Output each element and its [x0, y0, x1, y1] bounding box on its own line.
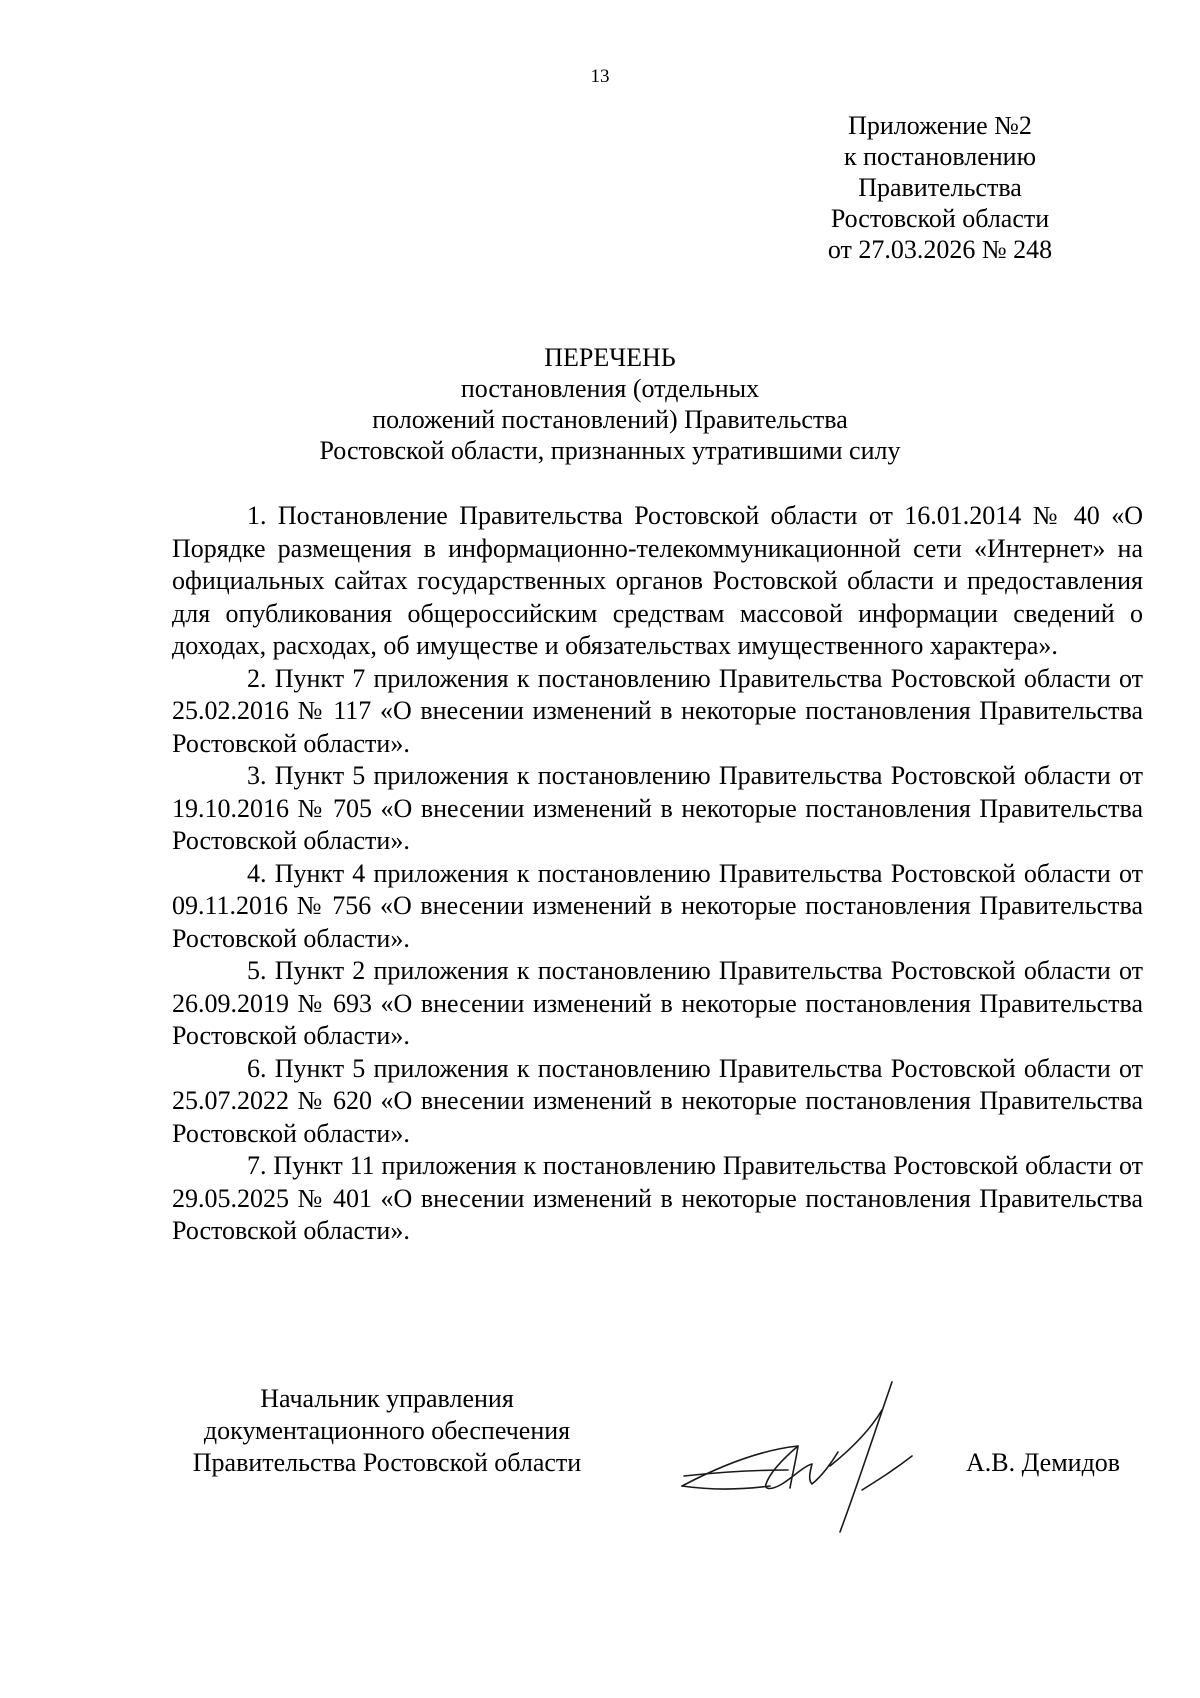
- annex-line: к постановлению: [843, 142, 1037, 171]
- document-heading: [180, 342, 1040, 466]
- annex-line: от 27.03.2026 № 248: [827, 235, 1053, 264]
- heading-subtitle-line: положений постановлений) Правительства: [372, 405, 848, 434]
- annex-line: Правительства: [858, 173, 1022, 202]
- signer-position: [172, 1383, 602, 1479]
- heading-subtitle-line: постановления (отдельных: [460, 374, 760, 403]
- list-item: 3. Пункт 5 приложения к постановлению Правительства Ростовской области от 19.10.2016 № 705 «О внесении изменений в некоторые постановления Правительства Ростовской области».: [172, 761, 1143, 855]
- signer-name: А.В. Демидов: [966, 1448, 1121, 1477]
- annex-line: Ростовской области: [830, 204, 1050, 233]
- list-item: 4. Пункт 4 приложения к постановлению Правительства Ростовской области от 09.11.2016 № 756 «О внесении изменений в некоторые постановления Правительства Ростовской области».: [172, 858, 1143, 953]
- list-item: 1. Постановление Правительства Ростовской области от 16.01.2014 № 40 «О Порядке размещения в информационно-телекоммуникационной сети «Интернет» на официальных сайтах государственных органов Ростовской области и предоставления для опубликования общероссийским средствам массовой информации сведений о доходах, расходах, об имуществе и обязательствах имущественного характера».: [172, 501, 1143, 660]
- handwritten-signature: [680, 1380, 940, 1550]
- list-item: 6. Пункт 5 приложения к постановлению Правительства Ростовской области от 25.07.2022 № 620 «О внесении изменений в некоторые постановления Правительства Ростовской области».: [172, 1053, 1143, 1148]
- annex-line: Приложение №2: [848, 111, 1032, 140]
- heading-subtitle-line: Ростовской области, признанных утратившими силу: [319, 436, 901, 465]
- heading-title: ПЕРЕЧЕНЬ: [544, 343, 676, 372]
- signer-position-line: Правительства Ростовской области: [192, 1448, 582, 1477]
- list-item: 7. Пункт 11 приложения к постановлению Правительства Ростовской области от 29.05.2025 № 401 «О внесении изменений в некоторые постановления Правительства Ростовской области».: [172, 1151, 1143, 1245]
- signer-position-line: Начальник управления: [260, 1384, 514, 1413]
- repealed-acts-list: [172, 500, 1143, 1248]
- annex-block: [825, 110, 1055, 265]
- list-item: 5. Пункт 2 приложения к постановлению Правительства Ростовской области от 26.09.2019 № 693 «О внесении изменений в некоторые постановления Правительства Ростовской области».: [172, 956, 1143, 1050]
- page-number: 13: [590, 66, 610, 87]
- list-item: 2. Пункт 7 приложения к постановлению Правительства Ростовской области от 25.02.2016 № 117 «О внесении изменений в некоторые постановления Правительства Ростовской области».: [172, 663, 1143, 758]
- signer-position-line: документационного обеспечения: [203, 1416, 571, 1445]
